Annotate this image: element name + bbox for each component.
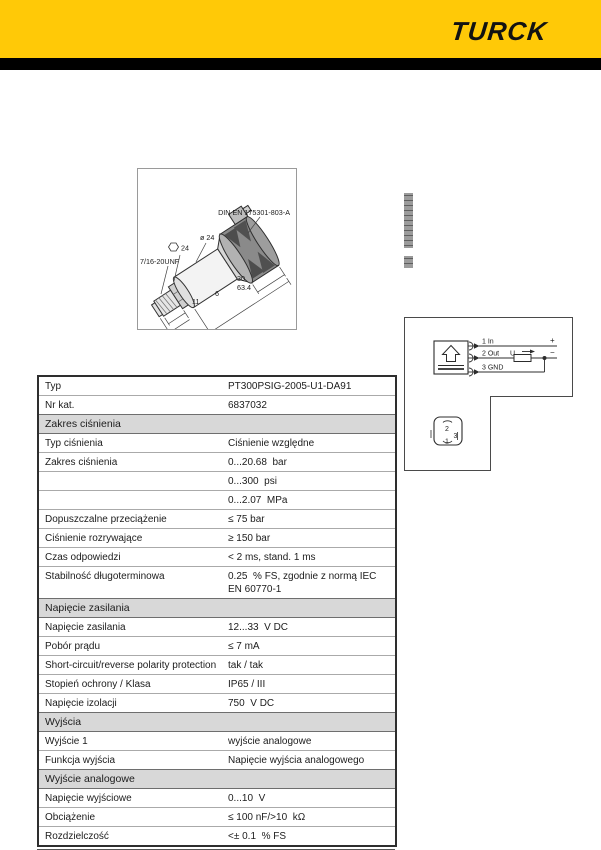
spec-section-row <box>38 415 396 434</box>
minus-label: − <box>550 348 555 357</box>
connector-pinout-diagram <box>405 396 490 469</box>
spec-row <box>38 751 396 770</box>
spec-row <box>38 694 396 713</box>
header-divider-bar <box>0 58 601 70</box>
spec-row <box>38 789 396 808</box>
wire1-label: 1 In <box>482 338 494 346</box>
spec-value: 0...300 psi <box>222 472 396 491</box>
spec-value: < 2 ms, stand. 1 ms <box>222 548 396 567</box>
dim-30-label: 30 <box>237 274 245 283</box>
spec-value: <± 0.1 % FS <box>222 827 396 847</box>
hex-symbol-icon <box>169 243 179 251</box>
spec-row <box>38 434 396 453</box>
spec-row <box>38 396 396 415</box>
spec-label: Czas odpowiedzi <box>38 548 222 567</box>
spec-label: Short-circuit/reverse polarity protection <box>38 656 222 675</box>
spec-value: 0...20.68 bar <box>222 453 396 472</box>
spec-label <box>38 472 222 491</box>
spec-table <box>37 375 397 847</box>
spec-label: Funkcja wyjścia <box>38 751 222 770</box>
spec-row <box>38 675 396 694</box>
spec-label: Obciążenie <box>38 808 222 827</box>
pin2-slot <box>443 421 452 423</box>
pressure-sensor-drawing <box>138 169 296 329</box>
spec-label: Wyjście 1 <box>38 732 222 751</box>
spec-label: Napięcie izolacji <box>38 694 222 713</box>
spec-label: Zakres ciśnienia <box>38 453 222 472</box>
din-standard-label: DIN EN 175301-803-A <box>218 208 290 217</box>
pin-top-label: 2 <box>445 426 449 433</box>
spec-row <box>38 510 396 529</box>
spec-row <box>38 656 396 675</box>
wire3-label: 3 GND <box>482 364 504 372</box>
spec-label: Rozdzielczość <box>38 827 222 847</box>
spec-value: tak / tak <box>222 656 396 675</box>
spec-value: ≥ 150 bar <box>222 529 396 548</box>
spec-row <box>38 637 396 656</box>
side-label-strip-small <box>404 256 413 268</box>
wire2-label: 2 Out <box>482 350 500 358</box>
pressure-arrow-icon <box>443 346 460 362</box>
spec-label: Typ ciśnienia <box>38 434 222 453</box>
dim-6-label: 6 <box>215 289 219 298</box>
voltage-label: U <box>510 350 516 358</box>
header-bar <box>0 0 601 58</box>
section-header-label: Wyjście analogowe <box>38 770 396 789</box>
dim-63-label: 63.4 <box>237 283 251 292</box>
spec-label: Dopuszczalne przeciążenie <box>38 510 222 529</box>
spec-table-wrap <box>37 375 395 850</box>
wiring-diagram-box <box>404 317 573 397</box>
spec-value: 0.25 % FS, zgodnie z normą IEC EN 60770-1 <box>222 567 396 599</box>
terminal-1 <box>468 342 480 350</box>
spec-label: Stabilność długoterminowa <box>38 567 222 599</box>
diameter-label: ø 24 <box>200 233 215 242</box>
connector-pinout-box <box>404 396 491 471</box>
section-header-label: Zakres ciśnienia <box>38 415 396 434</box>
plus-label: + <box>550 336 555 345</box>
spec-label: Napięcie zasilania <box>38 618 222 637</box>
spec-row <box>38 376 396 396</box>
spec-label <box>38 491 222 510</box>
spec-row <box>38 618 396 637</box>
spec-value: 750 V DC <box>222 694 396 713</box>
spec-row <box>38 732 396 751</box>
spec-label: Pobór prądu <box>38 637 222 656</box>
spec-value: Ciśnienie względne <box>222 434 396 453</box>
load-resistor-symbol <box>514 355 531 362</box>
spec-value: wyjście analogowe <box>222 732 396 751</box>
spec-section-row <box>38 713 396 732</box>
terminal-3 <box>468 368 480 376</box>
turck-logo: TURCK <box>449 16 549 46</box>
spec-row <box>38 529 396 548</box>
dim-11-label: 11 <box>192 297 200 306</box>
junction-dot <box>543 356 547 360</box>
terminal-2 <box>468 354 480 362</box>
wiring-diagram <box>405 318 572 396</box>
spec-row <box>38 491 396 510</box>
spec-value: ≤ 75 bar <box>222 510 396 529</box>
hex-size-label: 24 <box>181 243 189 253</box>
spec-label: Napięcie wyjściowe <box>38 789 222 808</box>
spec-value: ≤ 7 mA <box>222 637 396 656</box>
spec-value: ≤ 100 nF/>10 kΩ <box>222 808 396 827</box>
product-drawing-box <box>137 168 297 330</box>
spec-row <box>38 827 396 847</box>
spec-value: 0...2.07 MPa <box>222 491 396 510</box>
spec-label: Ciśnienie rozrywające <box>38 529 222 548</box>
spec-value: IP65 / III <box>222 675 396 694</box>
spec-label: Stopień ochrony / Klasa <box>38 675 222 694</box>
pin-bottom-label: 1 <box>445 438 449 446</box>
spec-row <box>38 453 396 472</box>
section-header-label: Wyjścia <box>38 713 396 732</box>
side-label-strip <box>404 193 413 248</box>
u-direction-arrow-icon <box>530 350 535 354</box>
spec-value: PT300PSIG-2005-U1-DA91 <box>228 380 352 392</box>
spec-row <box>38 472 396 491</box>
spec-value: Napięcie wyjścia analogowego <box>222 751 396 770</box>
pin-right-label: 3 <box>453 433 458 440</box>
spec-value: 6837032 <box>222 396 396 415</box>
spec-label: Nr kat. <box>38 396 222 415</box>
terminal-symbols <box>468 342 480 376</box>
spec-value: 0...10 V <box>222 789 396 808</box>
spec-label: Typ <box>45 380 62 392</box>
thread-label: 7/16-20UNF <box>140 257 180 266</box>
spec-value: 12...33 V DC <box>222 618 396 637</box>
spec-row <box>38 567 396 599</box>
spec-section-row <box>38 770 396 789</box>
section-header-label: Napięcie zasilania <box>38 599 396 618</box>
spec-row <box>38 548 396 567</box>
spec-row <box>38 808 396 827</box>
spec-section-row <box>38 599 396 618</box>
